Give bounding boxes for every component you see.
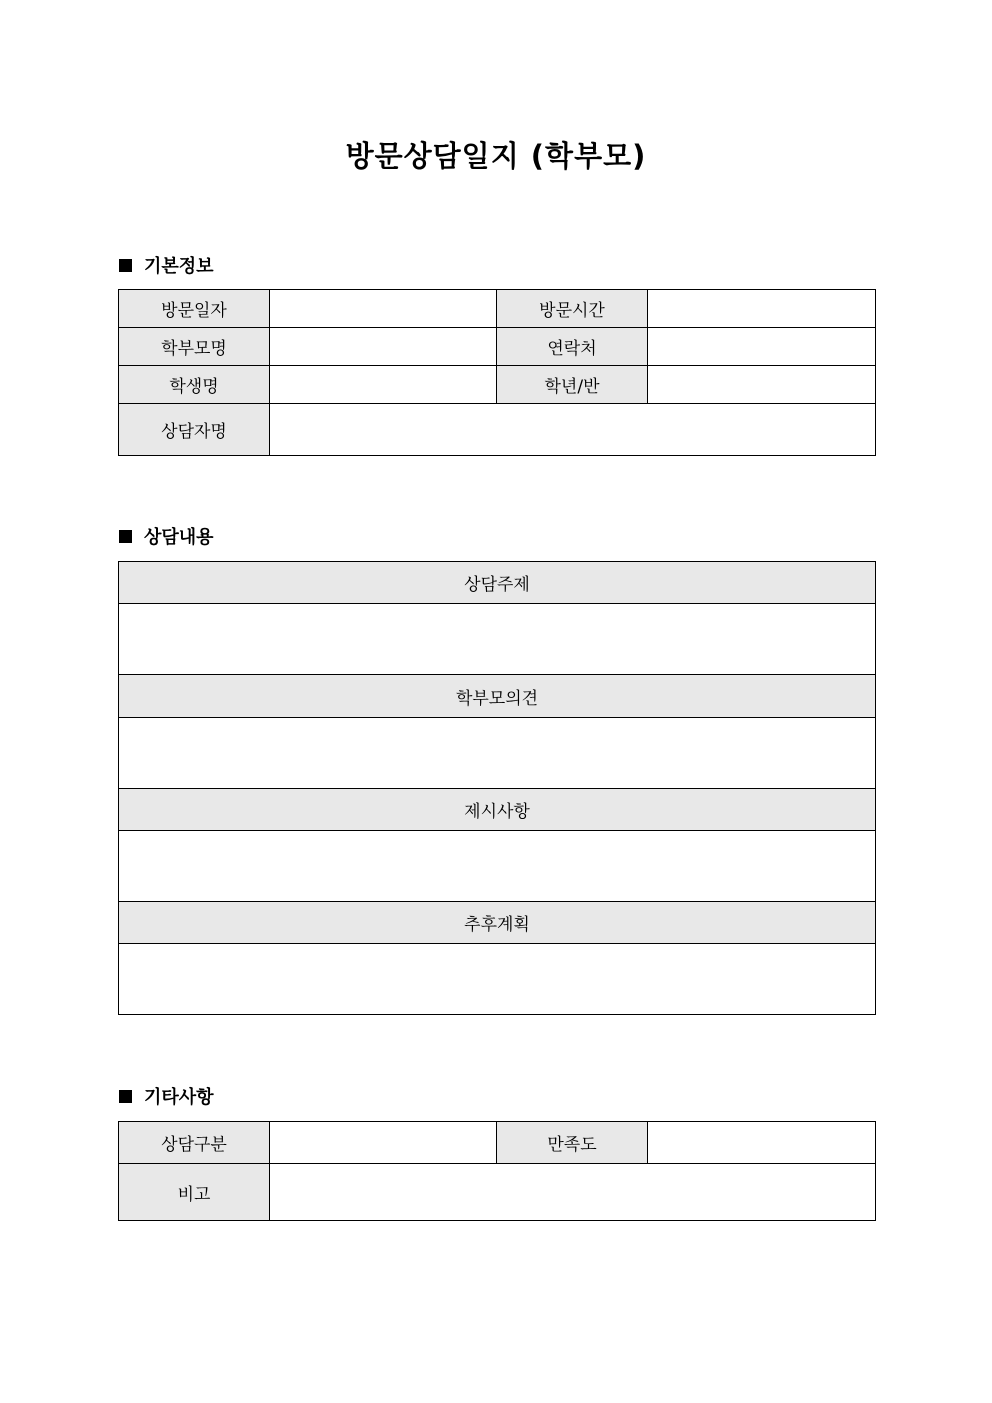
remarks-field[interactable] <box>270 1164 876 1221</box>
contact-label: 연락처 <box>497 328 648 366</box>
student-name-field[interactable] <box>270 366 497 404</box>
parent-name-field[interactable] <box>270 328 497 366</box>
page-title: 방문상담일지 (학부모) <box>345 139 647 173</box>
other-heading-text: 기타사항 <box>144 1087 214 1108</box>
followup-label: 추후계획 <box>119 902 876 944</box>
satisfaction-label: 만족도 <box>497 1122 648 1164</box>
square-bullet-icon <box>119 530 132 543</box>
square-bullet-icon <box>119 1090 132 1103</box>
content-table <box>118 561 876 1015</box>
topic-field[interactable] <box>119 604 876 675</box>
topic-label: 상담주제 <box>119 562 876 604</box>
counselor-label: 상담자명 <box>119 404 270 456</box>
visit-time-field[interactable] <box>648 290 876 328</box>
content-heading <box>119 524 214 548</box>
basic-info-table <box>118 289 876 456</box>
other-table <box>118 1121 876 1221</box>
grade-class-label: 학년/반 <box>497 366 648 404</box>
contact-field[interactable] <box>648 328 876 366</box>
satisfaction-field[interactable] <box>648 1122 876 1164</box>
parent-opinion-label: 학부모의견 <box>119 675 876 718</box>
basic-info-heading <box>119 253 214 277</box>
category-label: 상담구분 <box>119 1122 270 1164</box>
content-heading-text: 상담내용 <box>144 527 214 548</box>
counselor-field[interactable] <box>270 404 876 456</box>
basic-info-heading-text: 기본정보 <box>144 256 214 277</box>
visit-time-label: 방문시간 <box>497 290 648 328</box>
square-bullet-icon <box>119 259 132 272</box>
parent-name-label: 학부모명 <box>119 328 270 366</box>
remarks-label: 비고 <box>119 1164 270 1221</box>
category-field[interactable] <box>270 1122 497 1164</box>
parent-opinion-field[interactable] <box>119 718 876 789</box>
suggestions-label: 제시사항 <box>119 789 876 831</box>
visit-date-label: 방문일자 <box>119 290 270 328</box>
other-heading <box>119 1084 214 1108</box>
suggestions-field[interactable] <box>119 831 876 902</box>
visit-date-field[interactable] <box>270 290 497 328</box>
followup-field[interactable] <box>119 944 876 1015</box>
grade-class-field[interactable] <box>648 366 876 404</box>
student-name-label: 학생명 <box>119 366 270 404</box>
